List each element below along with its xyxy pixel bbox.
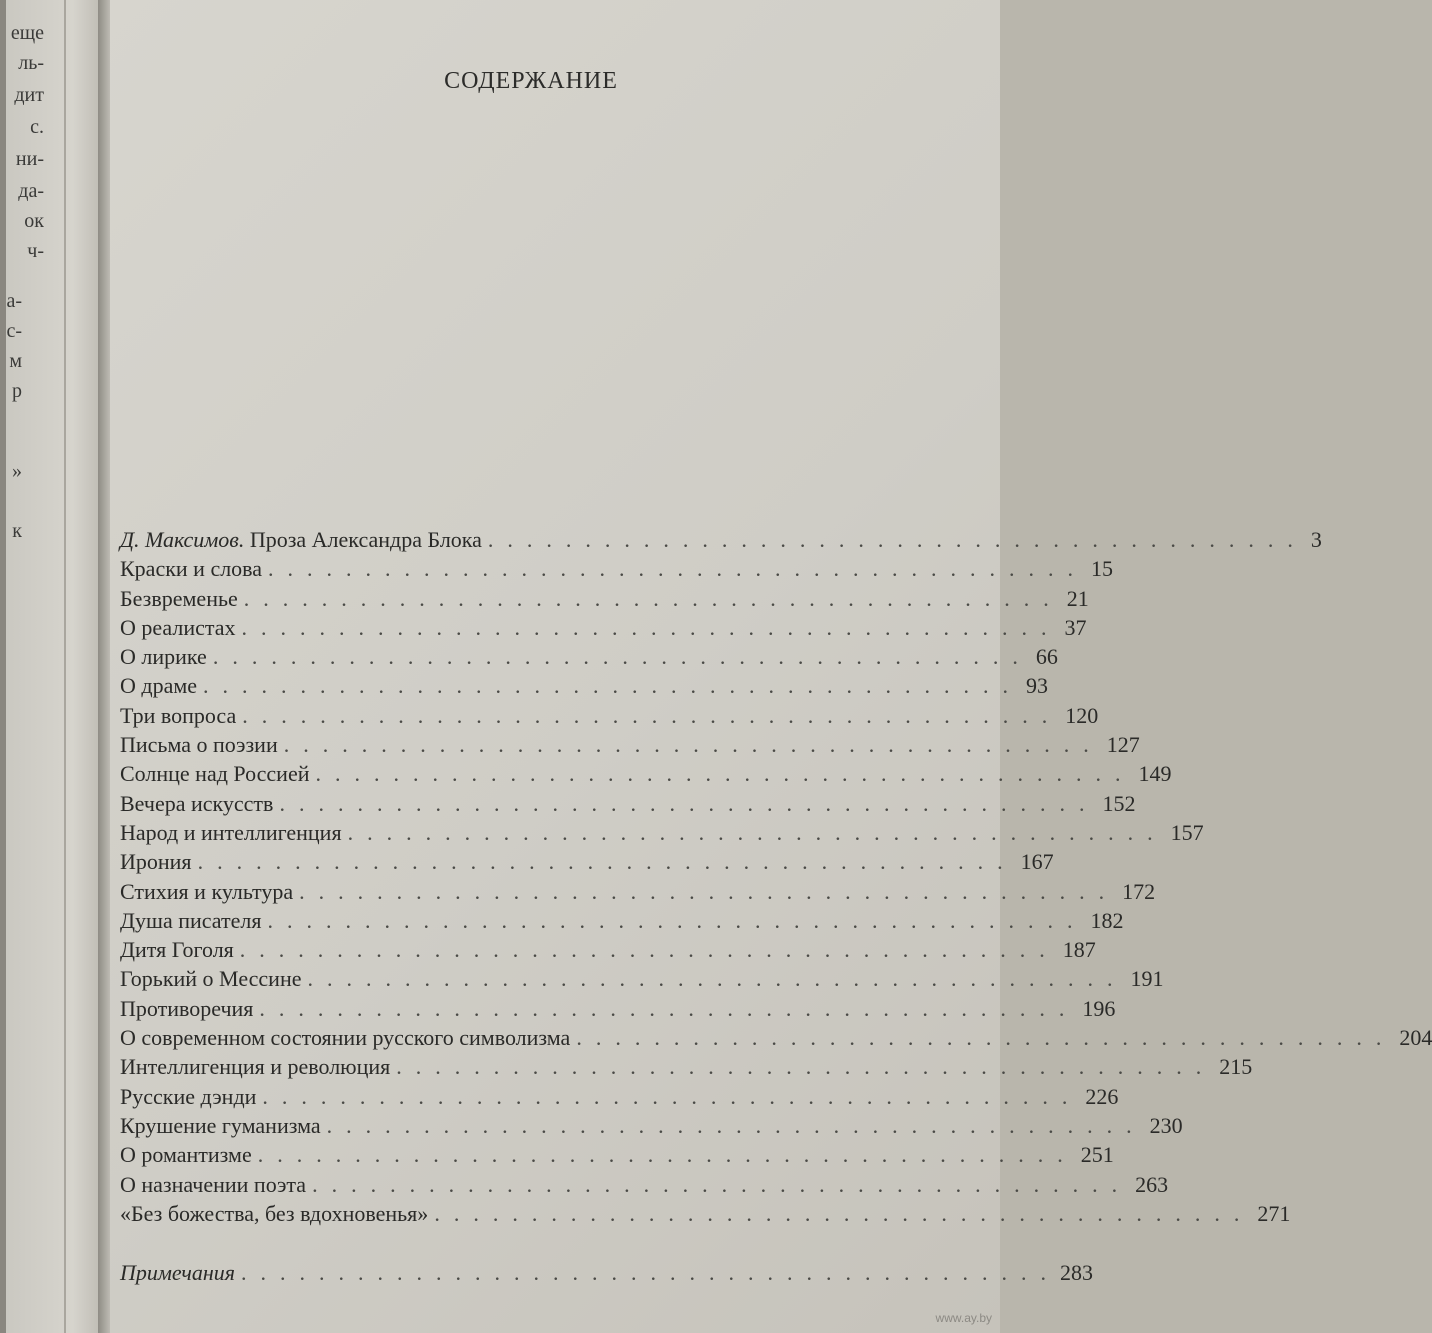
toc-entry: [120, 847, 1054, 876]
toc-entry: [120, 759, 1172, 788]
toc-entry: [120, 1111, 1183, 1140]
toc-entry-page: 182: [1090, 907, 1124, 933]
previous-page-fragment: с.: [30, 116, 44, 138]
toc-entry-title-text: Ирония: [120, 849, 192, 875]
toc-entry-title-text: Горький о Мессине: [120, 966, 302, 992]
toc-entry-title-text: О лирике: [120, 644, 207, 670]
toc-entry: [120, 642, 1058, 671]
toc-entry-notes: [120, 1258, 1094, 1287]
toc-entry-page: 204: [1399, 1025, 1432, 1051]
toc-entry-page: 37: [1064, 614, 1087, 640]
toc-entry-title: [120, 701, 242, 730]
toc-entry: [120, 964, 1164, 993]
toc-entry-title-text: О романтизме: [120, 1142, 252, 1168]
previous-page-edge: [0, 0, 104, 1333]
toc-entry-title: [120, 759, 315, 788]
toc-entry-title: [120, 642, 213, 671]
toc-entry-author: Д. Максимов.: [120, 527, 245, 552]
toc-entry: [120, 877, 1156, 906]
toc-entry: [120, 818, 1204, 847]
toc-entry: [120, 1170, 1169, 1199]
previous-page-fragment: ни-: [15, 148, 44, 170]
dot-leader: ..........................................: [241, 1260, 1061, 1285]
previous-page-fragment: дит: [14, 84, 44, 106]
dot-leader: ..........................................: [299, 878, 1119, 904]
toc-entry: [120, 1052, 1253, 1081]
dot-leader: ..........................................: [315, 761, 1135, 787]
dot-leader: ..........................................: [307, 966, 1127, 992]
toc-entry: [120, 1199, 1291, 1228]
toc-entry-title: [120, 994, 259, 1023]
previous-page-fragment: »: [12, 460, 22, 482]
toc-entry-page: 187: [1062, 937, 1096, 963]
toc-entry-page: 226: [1085, 1083, 1119, 1109]
page-fold-line: [64, 0, 66, 1333]
toc-entry-title: [120, 525, 488, 554]
toc-entry-title: [120, 906, 267, 935]
dot-leader: ..........................................: [197, 849, 1017, 875]
toc-entry-title-text: Безвременье: [120, 585, 238, 611]
toc-entry: [120, 994, 1116, 1023]
previous-page-fragment: а-: [6, 290, 22, 312]
toc-entry: [120, 789, 1136, 818]
toc-entry-title-text: Интеллигенция и революция: [120, 1054, 391, 1080]
toc-entry-page: 271: [1257, 1200, 1291, 1226]
dot-leader: ..........................................: [283, 732, 1103, 758]
toc-entry-title-text: Солнце над Россией: [120, 761, 310, 787]
dot-leader: ..........................................: [279, 790, 1099, 816]
toc-entry: [120, 935, 1096, 964]
toc-entry: [120, 554, 1114, 583]
toc-entry-title-text: Краски и слова: [120, 556, 263, 582]
dot-leader: ..........................................: [326, 1112, 1146, 1138]
toc-entry: [120, 1140, 1114, 1169]
page-title: СОДЕРЖАНИЕ: [444, 68, 618, 94]
toc-entry-title: [120, 1023, 576, 1052]
toc-entry-title: [120, 671, 203, 700]
toc-entry-page: 215: [1219, 1054, 1253, 1080]
toc-entry-title: [120, 818, 348, 847]
toc-entry: [120, 730, 1140, 759]
toc-entry: [120, 1082, 1119, 1111]
toc-entry: [120, 906, 1124, 935]
previous-page-fragment: ок: [24, 210, 44, 232]
dot-leader: ..........................................: [241, 614, 1061, 640]
toc-entry-page: 172: [1122, 878, 1156, 904]
table-of-contents: [120, 525, 1432, 1228]
toc-entry: [120, 1023, 1432, 1052]
dot-leader: ..........................................: [268, 556, 1088, 582]
toc-entry-title-text: Письма о поэзии: [120, 732, 278, 758]
toc-entry-page: 263: [1135, 1171, 1169, 1197]
toc-entry-title: [120, 1082, 262, 1111]
dot-leader: ..........................................: [312, 1171, 1132, 1197]
toc-entry-title: Примечания: [120, 1260, 236, 1285]
toc-entry-title: [120, 1111, 327, 1140]
dot-leader: ..........................................: [242, 702, 1062, 728]
previous-page-fragment: м: [9, 350, 22, 372]
toc-entry-page: 3: [1310, 527, 1322, 552]
toc-entry-page: 152: [1102, 790, 1136, 816]
toc-entry-title-text: Противоречия: [120, 995, 254, 1021]
previous-page-fragment: да-: [18, 180, 44, 202]
toc-entry-title-text: Дитя Гоголя: [120, 937, 234, 963]
contents-page: [110, 0, 1432, 1333]
toc-entry-page: 15: [1091, 556, 1114, 582]
previous-page-fragment: с-: [6, 320, 22, 342]
toc-entry: [120, 525, 1322, 554]
watermark: www.ay.by: [935, 1311, 992, 1325]
dot-leader: ..........................................: [259, 995, 1079, 1021]
toc-entry-page: 230: [1149, 1112, 1183, 1138]
previous-page-fragment: р: [12, 380, 22, 402]
toc-entry-title-text: Народ и интеллигенция: [120, 819, 342, 845]
toc-entry-page: 196: [1082, 995, 1116, 1021]
toc-entry: [120, 671, 1049, 700]
toc-entry-title: [120, 554, 268, 583]
toc-entry-title-text: Вечера искусств: [120, 790, 274, 816]
toc-entry-title: [120, 1052, 396, 1081]
toc-entry-title-text: О назначении поэта: [120, 1171, 307, 1197]
toc-entry-title: [120, 613, 242, 642]
toc-entry-title: [120, 847, 198, 876]
toc-entry-title: [120, 1140, 258, 1169]
dot-leader: ..........................................: [262, 1083, 1082, 1109]
dot-leader: ..........................................: [257, 1142, 1077, 1168]
toc-entry-title-text: Душа писателя: [120, 907, 262, 933]
dot-leader: ..........................................: [203, 673, 1023, 699]
toc-entry-title: [120, 1170, 312, 1199]
toc-entry-page: 93: [1026, 673, 1049, 699]
toc-entry-title-text: Проза Александра Блока: [249, 527, 482, 552]
toc-entry-page: 21: [1066, 585, 1089, 611]
toc-entry-page: 167: [1020, 849, 1054, 875]
toc-entry-title: [120, 964, 307, 993]
dot-leader: ..........................................: [434, 1200, 1254, 1226]
toc-entry-title-text: Стихия и культура: [120, 878, 294, 904]
toc-entry-page: 120: [1065, 702, 1099, 728]
dot-leader: ..........................................: [396, 1054, 1216, 1080]
dot-leader: ..........................................: [487, 527, 1307, 552]
dot-leader: ..........................................: [347, 819, 1167, 845]
toc-entry-page: 66: [1035, 644, 1058, 670]
toc-entry: [120, 613, 1087, 642]
toc-entry-title: [120, 935, 240, 964]
toc-entry-title-text: «Без божества, без вдохновенья»: [120, 1200, 429, 1226]
dot-leader: ..........................................: [239, 937, 1059, 963]
dot-leader: ..........................................: [267, 907, 1087, 933]
toc-entry-page: 191: [1130, 966, 1164, 992]
toc-entry-page: 149: [1138, 761, 1172, 787]
toc-entry-title-text: О современном состоянии русского символизма: [120, 1025, 571, 1051]
toc-entry-page: 157: [1170, 819, 1204, 845]
toc-entry: [120, 584, 1089, 613]
toc-entry-title-text: О реалистах: [120, 614, 236, 640]
dot-leader: ..........................................: [243, 585, 1063, 611]
toc-entry-title: [120, 730, 284, 759]
toc-entry-title-text: Три вопроса: [120, 702, 237, 728]
toc-entry-title: [120, 877, 299, 906]
toc-entry: [120, 701, 1099, 730]
dot-leader: ..........................................: [212, 644, 1032, 670]
toc-entry-title-text: Крушение гуманизма: [120, 1112, 321, 1138]
toc-entry-title: [120, 584, 244, 613]
toc-entry-page: 127: [1106, 732, 1140, 758]
toc-entry-title-text: Русские дэнди: [120, 1083, 257, 1109]
toc-entry-title: [120, 789, 279, 818]
toc-entry-page: 251: [1080, 1142, 1114, 1168]
previous-page-fragment: к: [12, 520, 22, 542]
toc-entry-title: [120, 1199, 434, 1228]
toc-entry-page: 283: [1060, 1260, 1094, 1285]
previous-page-fragment: ч-: [27, 240, 44, 262]
previous-page-fragment: еще: [10, 22, 44, 44]
previous-page-fragment: ль-: [18, 52, 44, 74]
dot-leader: ..........................................: [576, 1025, 1396, 1051]
toc-entry-title-text: О драме: [120, 673, 198, 699]
